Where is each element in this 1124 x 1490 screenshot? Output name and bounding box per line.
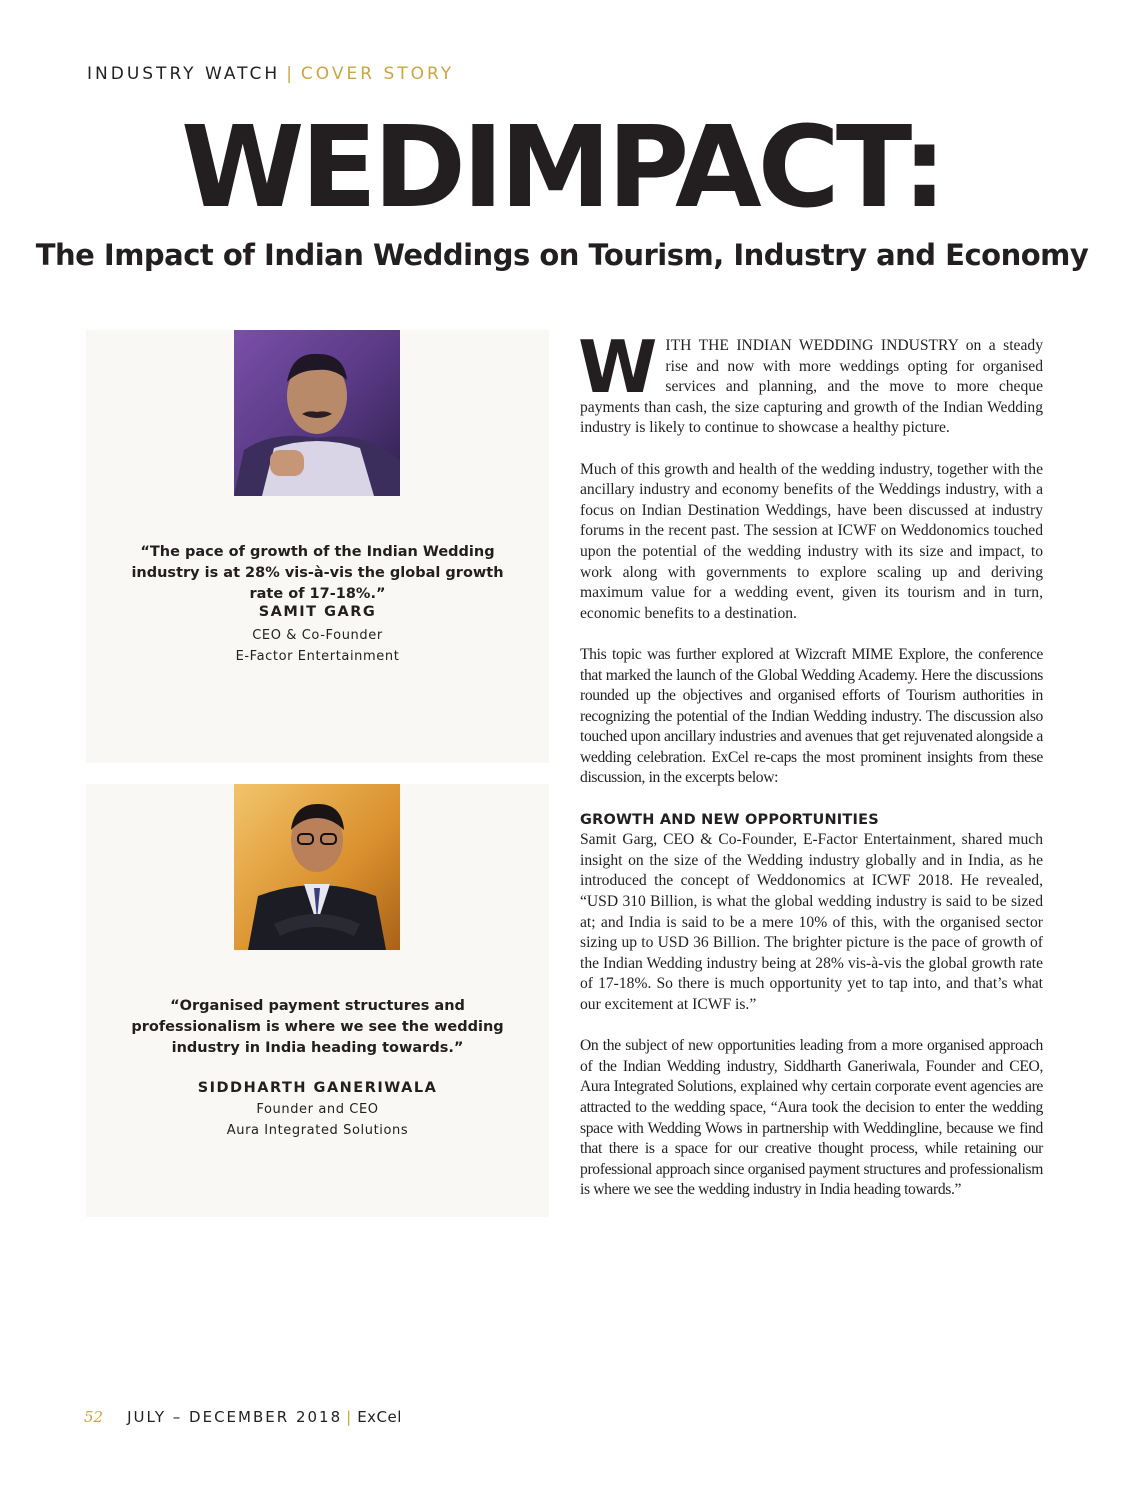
pull-quote: “Organised payment structures and professionalism is where we see the wedding industry in India heading towards.” <box>131 998 504 1056</box>
magazine-name: ExCel <box>357 1408 402 1426</box>
section-category: COVER STORY <box>300 64 455 84</box>
quote-author-name: SIDDHARTH GANERIWALA <box>197 1080 438 1096</box>
article-paragraph-3: This topic was further explored at Wizcraft MIME Explore, the conference that marked the launch of the Global Wedding Academy. Here the discussions rounded up the objectives and organised efforts of Tourism authorities in recognizing the potential of the Indian Wedding industry. The discussion also touched upon ancillary industries and avenues that get rejuvenated alongside a wedding celebration. ExCel re-caps the most prominent insights from these discussion, in the excerpts below: <box>580 645 1043 787</box>
article-body <box>578 325 1043 1222</box>
page-number: 52 <box>84 1408 104 1426</box>
section-heading: GROWTH AND NEW OPPORTUNITIES <box>580 811 879 828</box>
quote-author-role: CEO & Co-Founder <box>252 628 383 643</box>
article-paragraph-5: On the subject of new opportunities leading from a more organised approach of the Indian Wedding industry, Siddharth Ganeriwala, Founder and CEO, Aura Integrated Solutions, explained why certain corporate event agencies are attracted to the wedding space, “Aura took the decision to enter the wedding space with Wedding Wows in partnership with Weddingline, because we find that there is a space for our creative thought process, while retaining our professional approach since organised payment structures and professionalism is where we see the wedding industry in India heading towards.” <box>580 1037 1043 1199</box>
article-paragraph-1 <box>578 325 1043 439</box>
quote-author-role: Founder and CEO <box>256 1102 379 1117</box>
section-label <box>87 64 454 84</box>
issue-date: JULY – DECEMBER 2018 <box>127 1408 343 1426</box>
section-name: INDUSTRY WATCH <box>87 64 281 84</box>
article-paragraph-2: Much of this growth and health of the wedding industry, together with the ancillary industry and economy benefits of the Weddings industry, with a focus on Indian Destination Weddings, have been discussed at industry forums in the recent past. The session at ICWF on Weddonomics touched upon the potential of the wedding industry with its size and impact, to work along with governments to explore scaling up and deriving maximum value for a wedding event, given its tourism and in turn, economic benefits to a destination. <box>580 460 1043 622</box>
article-paragraph-4: Samit Garg, CEO & Co-Founder, E-Factor Entertainment, shared much insight on the size of the Wedding industry globally and in India, as he introduced the concept of Weddonomics at ICWF 2018. He revealed, “USD 310 Billion, is what the global wedding industry is said to be sized at; and India is said to be a mere 10% of this, with the organised sector sizing up to USD 36 Billion. The brighter picture is the pace of growth of the Indian Wedding industry being at 28% vis-à-vis the global growth rate of 17-18%. So there is much opportunity yet to tap into, and that’s what our excitement at ICWF is.” <box>580 831 1043 1013</box>
quote-box-siddharth-ganeriwala <box>86 784 549 1217</box>
portrait-photo-siddharth-ganeriwala <box>234 784 400 950</box>
quote-author-name: SAMIT GARG <box>258 604 377 620</box>
pull-quote: “The pace of growth of the Indian Wedding industry is at 28% vis-à-vis the global growth rate of 17-18%.” <box>131 544 504 602</box>
portrait-photo-samit-garg <box>234 330 400 496</box>
page-title: WEDIMPACT: <box>181 103 943 233</box>
quote-box-samit-garg <box>86 330 549 763</box>
footer-separator: | <box>346 1408 354 1426</box>
paragraph-text: on a steady rise and now with more weddings opting for organised services and planning, and the move to more cheque payments than cash, the size capturing and growth of the Indian Wedding industry is likely to continue to showcase a healthy picture. <box>580 337 1043 437</box>
section-separator: | <box>286 64 295 84</box>
drop-cap: W <box>578 325 658 409</box>
quote-author-company: E-Factor Entertainment <box>235 649 400 664</box>
lead-in: ITH THE INDIAN WEDDING INDUSTRY <box>665 337 959 354</box>
page-footer <box>84 1408 402 1426</box>
quote-author-company: Aura Integrated Solutions <box>226 1123 409 1138</box>
page-subtitle: The Impact of Indian Weddings on Tourism, Industry and Economy <box>35 238 1089 272</box>
